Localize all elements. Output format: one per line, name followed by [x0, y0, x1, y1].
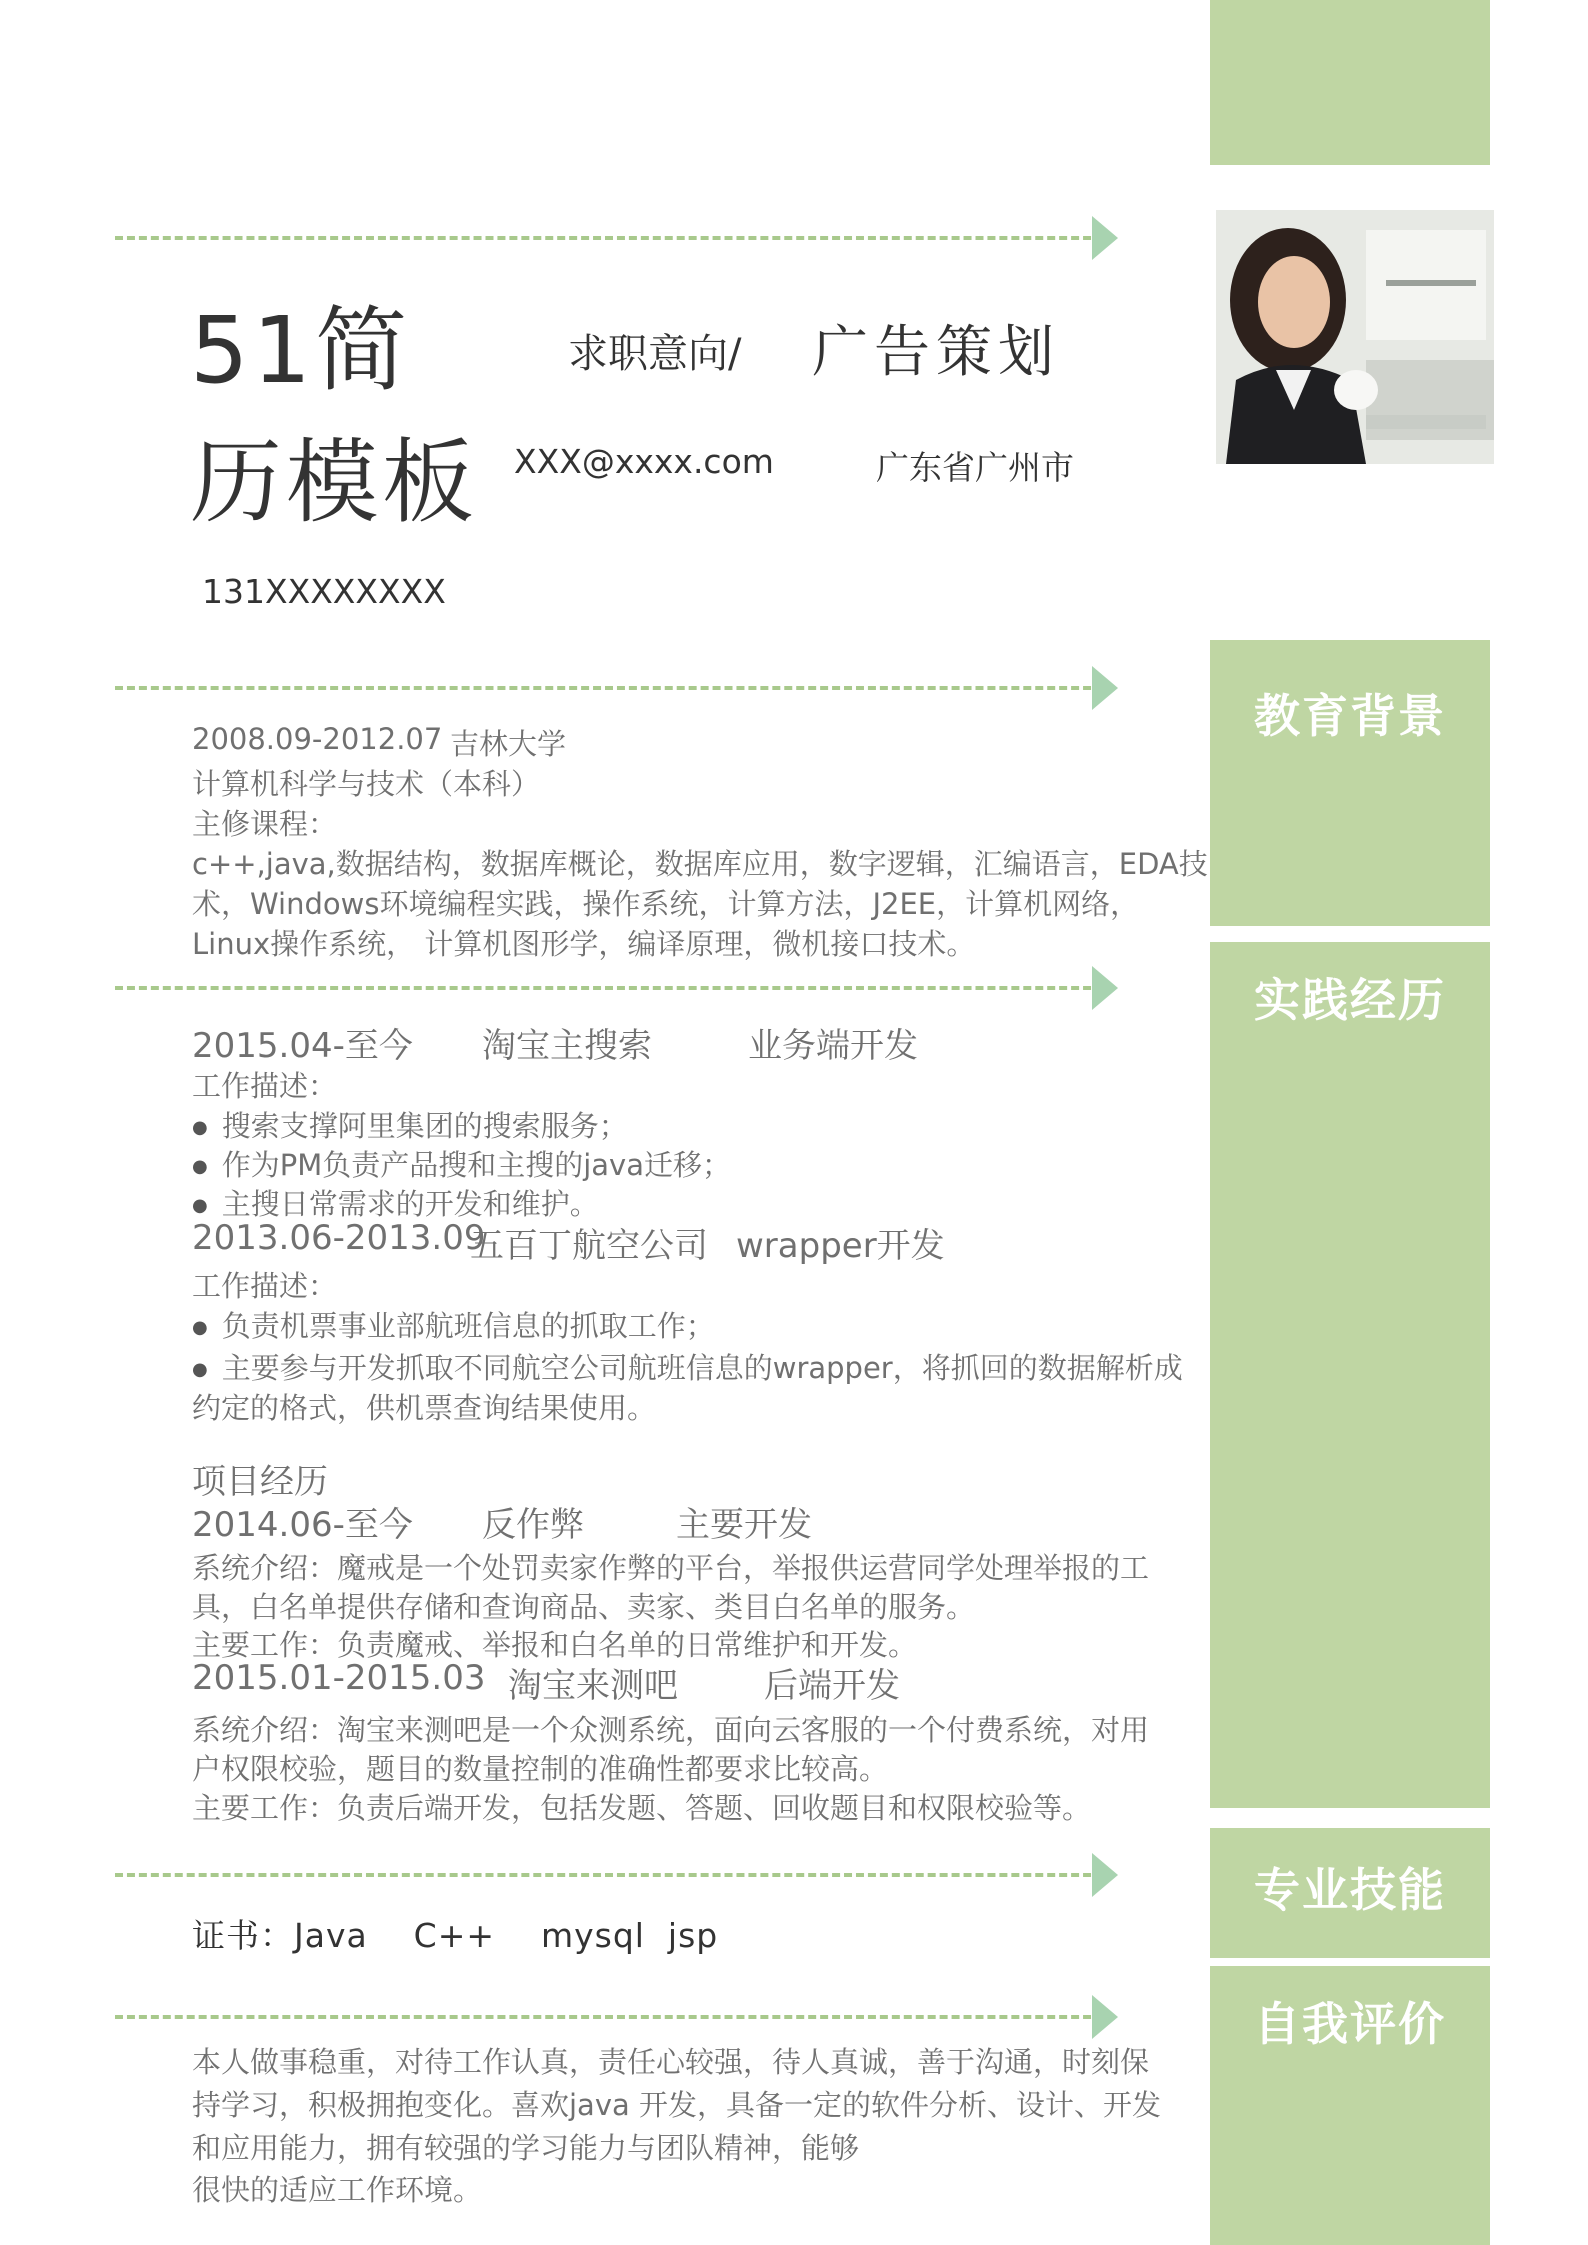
work1-role: 业务端开发	[748, 1026, 918, 1066]
resume-title-line1: 51简	[190, 297, 412, 404]
work1-bullet: ● 搜索支撑阿里集团的搜索服务；	[192, 1104, 628, 1145]
project2-intro-line1: 系统介绍：淘宝来测吧是一个众测系统，面向云客服的一个付费系统，对用	[192, 1713, 1150, 1747]
skills-certificates: 证书：Java C++ mysql jsp	[192, 1916, 719, 1955]
edu-courses-line2: 术，Windows环境编程实践，操作系统，计算方法，J2EE，计算机网络，	[192, 887, 1140, 921]
phone: 131XXXXXXXX	[202, 572, 446, 611]
edu-major: 计算机科学与技术（本科）	[192, 767, 541, 801]
project2-intro-line2: 户权限校验，题目的数量控制的准确性都要求比较高。	[192, 1752, 889, 1786]
work2-company: 五百丁航空公司	[470, 1226, 708, 1266]
sidebar-self-eval	[1210, 1966, 1490, 2245]
work1-bullet: ● 作为PM负责产品搜和主搜的java迁移；	[192, 1143, 731, 1184]
self-eval-line2: 持学习，积极拥抱变化。喜欢java 开发，具备一定的软件分析、设计、开发	[192, 2088, 1161, 2122]
divider-education	[115, 686, 1103, 690]
sidebar-self-eval-label: 自我评价	[1254, 1997, 1446, 2051]
projects-label: 项目经历	[192, 1462, 328, 1502]
sidebar-practice	[1210, 942, 1490, 1808]
job-intent-value: 广告策划	[812, 320, 1060, 385]
arrow-right-icon	[1092, 1853, 1118, 1897]
work2-bullet-cont: 约定的格式，供机票查询结果使用。	[192, 1391, 657, 1425]
edu-courses-line3: Linux操作系统， 计算机图形学，编译原理，微机接口技术。	[192, 927, 976, 961]
project1-intro-line1: 系统介绍：魔戒是一个处罚卖家作弊的平台，举报供运营同学处理举报的工	[192, 1551, 1150, 1585]
arrow-right-icon	[1092, 1995, 1118, 2039]
job-intent-label: 求职意向/	[568, 331, 742, 377]
edu-courses-line1: c++,java,数据结构，数据库概论，数据库应用，数字逻辑，汇编语言，EDA技	[192, 847, 1208, 881]
sidebar-skills-label: 专业技能	[1254, 1863, 1446, 1917]
divider-header-top	[115, 236, 1103, 240]
arrow-right-icon	[1092, 666, 1118, 710]
work1-desc-label: 工作描述：	[192, 1069, 338, 1103]
sidebar-skills	[1210, 1828, 1490, 1958]
edu-school: 吉林大学	[450, 727, 567, 761]
work1-bullet: ● 主搜日常需求的开发和维护。	[192, 1182, 599, 1223]
sidebar-education-label: 教育背景	[1254, 689, 1446, 743]
sidebar-top-block	[1210, 0, 1490, 165]
profile-photo	[1216, 210, 1494, 464]
self-eval-line3: 和应用能力，拥有较强的学习能力与团队精神，能够	[192, 2131, 860, 2165]
work2-bullet: ● 主要参与开发抓取不同航空公司航班信息的wrapper，将抓回的数据解析成	[192, 1346, 1183, 1387]
arrow-right-icon	[1092, 966, 1118, 1010]
work2-desc-label: 工作描述：	[192, 1269, 338, 1303]
divider-skills	[115, 1873, 1103, 1877]
work2-bullet: ● 负责机票事业部航班信息的抓取工作；	[192, 1304, 715, 1345]
project2-period: 2015.01-2015.03	[192, 1658, 486, 1698]
work2-period: 2013.06-2013.09	[192, 1218, 486, 1258]
sidebar-practice-label: 实践经历	[1254, 973, 1446, 1027]
divider-self-eval	[115, 2015, 1103, 2019]
project1-name: 反作弊	[482, 1505, 584, 1545]
edu-period: 2008.09-2012.07	[192, 722, 443, 756]
project1-intro-line2: 具，白名单提供存储和查询商品、卖家、类目白名单的服务。	[192, 1590, 976, 1624]
resume-title-line2: 历模板	[190, 429, 479, 536]
divider-practice	[115, 986, 1103, 990]
self-eval-line1: 本人做事稳重，对待工作认真，责任心较强，待人真诚，善于沟通，时刻保	[192, 2045, 1150, 2079]
work1-period: 2015.04-至今	[192, 1026, 413, 1066]
project2-name: 淘宝来测吧	[508, 1666, 678, 1706]
project1-role: 主要开发	[676, 1505, 812, 1545]
self-eval-line4: 很快的适应工作环境。	[192, 2173, 483, 2207]
project2-work: 主要工作：负责后端开发，包括发题、答题、回收题目和权限校验等。	[192, 1791, 1092, 1825]
person-photo-icon	[1216, 210, 1494, 464]
location: 广东省广州市	[876, 448, 1074, 487]
edu-courses-label: 主修课程：	[192, 807, 338, 841]
project1-work: 主要工作：负责魔戒、举报和白名单的日常维护和开发。	[192, 1628, 918, 1662]
arrow-right-icon	[1092, 216, 1118, 260]
work2-role: wrapper开发	[736, 1226, 945, 1266]
project1-period: 2014.06-至今	[192, 1505, 413, 1545]
sidebar-education	[1210, 640, 1490, 926]
work1-company: 淘宝主搜索	[482, 1026, 652, 1066]
project2-role: 后端开发	[764, 1666, 900, 1706]
email: XXX@xxxx.com	[514, 442, 774, 481]
